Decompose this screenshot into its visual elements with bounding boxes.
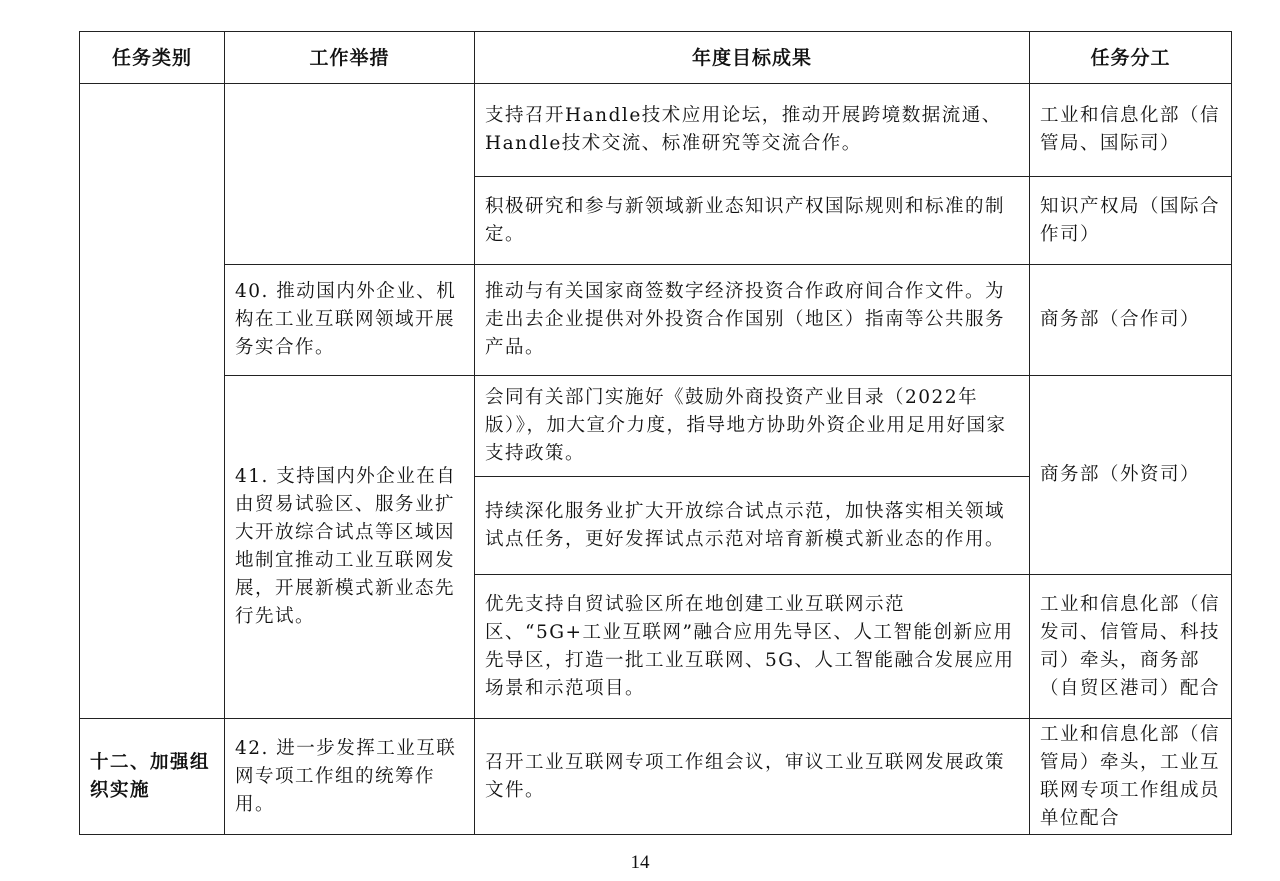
header-division: 任务分工 [1030,32,1232,84]
header-goal: 年度目标成果 [475,32,1030,84]
division-cell: 工业和信息化部（信管局、国际司） [1030,84,1232,177]
header-category: 任务类别 [80,32,225,84]
division-cell: 工业和信息化部（信管局）牵头，工业互联网专项工作组成员单位配合 [1030,719,1232,835]
table-row [80,265,1232,376]
category-cell [80,84,225,719]
division-cell: 工业和信息化部（信发司、信管局、科技司）牵头，商务部（自贸区港司）配合 [1030,575,1232,719]
category-cell: 十二、加强组织实施 [80,719,225,835]
goal-cell: 支持召开Handle技术应用论坛，推动开展跨境数据流通、Handle技术交流、标准研究等交流合作。 [475,84,1030,177]
goal-cell: 召开工业互联网专项工作组会议，审议工业互联网发展政策文件。 [475,719,1030,835]
header-measure: 工作举措 [225,32,475,84]
goal-cell: 推动与有关国家商签数字经济投资合作政府间合作文件。为走出去企业提供对外投资合作国别（地区）指南等公共服务产品。 [475,265,1030,376]
measure-cell: 42. 进一步发挥工业互联网专项工作组的统筹作用。 [225,719,475,835]
goal-cell: 会同有关部门实施好《鼓励外商投资产业目录（2022年版）》，加大宣介力度，指导地方协助外资企业用足用好国家支持政策。 [475,376,1030,477]
table-row [80,376,1232,477]
table-row [80,84,1232,177]
division-cell: 商务部（合作司） [1030,265,1232,376]
page-number: 14 [630,852,650,873]
goal-cell: 持续深化服务业扩大开放综合试点示范，加快落实相关领域试点任务，更好发挥试点示范对培育新模式新业态的作用。 [475,477,1030,575]
measure-cell: 41. 支持国内外企业在自由贸易试验区、服务业扩大开放综合试点等区域因地制宜推动工业互联网发展，开展新模式新业态先行先试。 [225,376,475,719]
goal-cell: 积极研究和参与新领域新业态知识产权国际规则和标准的制定。 [475,177,1030,265]
division-cell: 商务部（外资司） [1030,376,1232,575]
goal-cell: 优先支持自贸试验区所在地创建工业互联网示范区、“5G+工业互联网”融合应用先导区、人工智能创新应用先导区，打造一批工业互联网、5G、人工智能融合发展应用场景和示范项目。 [475,575,1030,719]
measure-cell: 40. 推动国内外企业、机构在工业互联网领域开展务实合作。 [225,265,475,376]
division-cell: 知识产权局（国际合作司） [1030,177,1232,265]
task-table [79,31,1232,835]
measure-cell [225,84,475,265]
table-header-row [80,32,1232,84]
table-row [80,719,1232,835]
